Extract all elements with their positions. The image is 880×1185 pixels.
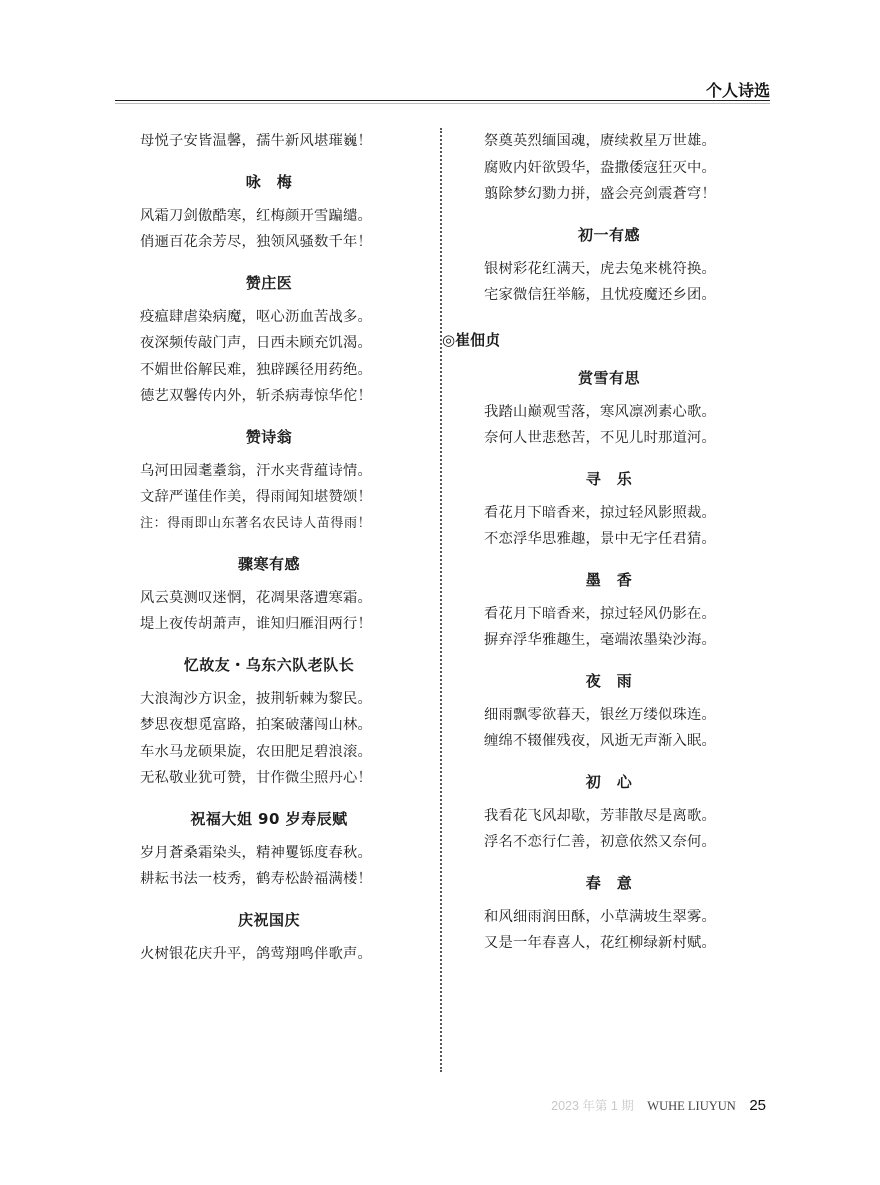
poem-line: 不恋浮华思雅趣，景中无字任君猜。	[484, 531, 716, 547]
poem	[460, 224, 758, 309]
poem	[460, 569, 758, 654]
poem-continuation	[460, 128, 758, 208]
poem-line: 宅家微信狂举觞，且忧疫魔还乡团。	[484, 287, 716, 303]
poem-line: 奈何人世悲愁苦，不见儿时那道河。	[484, 430, 716, 446]
poem-line: 岁月蒼桑霜染头，精神矍铄度春秋。	[140, 844, 372, 861]
poem-line: 德艺双馨传内外，斩杀病毒惊华佗！	[140, 388, 372, 404]
poem-line: 祭奠英烈缅国魂，赓续救星万世雄。	[484, 133, 716, 149]
poem-line: 大浪淘沙方识金，披荆斩棘为黎民。	[140, 690, 372, 707]
page-footer	[551, 1096, 766, 1114]
header-rule-secondary	[115, 103, 770, 104]
poem-line: 腐败内奸欲毁华，盎撒倭寇狂灭中。	[484, 159, 716, 176]
poem-title: 庆祝国庆	[237, 910, 300, 929]
poem-line: 银树彩花红满天，虎去兔来桃符换。	[484, 260, 716, 277]
poem-line: 乌河田园耄耋翁，汗水夹背蕴诗情。	[140, 462, 372, 479]
poem-title: 忆故友・乌东六队老队长	[183, 655, 355, 674]
poem-title: 祝福大姐 90 岁寿辰赋	[190, 809, 348, 828]
poem-line: 风霜刀剑傲酷寒，红梅颜开雪蹁缱。	[140, 207, 372, 224]
poem-continuation	[120, 128, 418, 155]
poem-title: 赏雪有思	[577, 368, 640, 387]
poem	[460, 367, 758, 452]
poem-title: 骤寒有感	[237, 554, 300, 573]
poem-line: 缠绵不辍催残夜，风逝无声渐入眠。	[484, 733, 716, 749]
poem-line: 翦除梦幻勠力拼，盛会亮剑震蒼穹！	[484, 186, 716, 202]
poem	[120, 808, 418, 893]
poem-line: 文辞严谨佳作美，得雨闻知堪赞颂！	[140, 489, 372, 505]
right-column	[442, 128, 758, 957]
poem-line: 风云莫测叹迷惘，花凋果落遭寒霜。	[140, 589, 372, 606]
issue-label: 2023 年第 1 期	[551, 1099, 634, 1113]
column-divider	[440, 128, 442, 1072]
poem-line: 无私敬业犹可赞，甘作微尘照丹心！	[140, 770, 372, 786]
poem	[120, 171, 418, 256]
poem-line: 看花月下暗香来，掠过轻风影照裁。	[484, 504, 716, 521]
poem-line: 我踏山巅观雪落，寒风凛冽素心歌。	[484, 403, 716, 420]
page-number: 25	[749, 1097, 766, 1114]
poem-line: 车水马龙硕果旋，农田肥足碧浪滚。	[140, 743, 372, 760]
poem-title: 赞诗翁	[245, 427, 293, 446]
section-title: 个人诗选	[705, 81, 770, 100]
poem	[120, 272, 418, 410]
poem-line: 和风细雨润田酥，小草满坡生翠雾。	[484, 908, 716, 925]
poem-line: 火树银花庆升平，鸽莺翔鸣伴歌声。	[140, 945, 372, 962]
poem	[460, 670, 758, 755]
poem-line: 看花月下暗香来，掠过轻风仍影在。	[484, 605, 716, 622]
poem-title: 春 意	[585, 873, 633, 892]
poem-title: 咏 梅	[245, 172, 293, 191]
magazine-name: WUHE LIUYUN	[647, 1099, 736, 1113]
poem-title: 夜 雨	[585, 671, 633, 690]
poem	[460, 872, 758, 957]
poem	[460, 468, 758, 553]
poem-line: 夜深频传敲门声，日西未顾充饥渴。	[140, 335, 372, 351]
poem	[120, 426, 418, 537]
poem-line: 俏逦百花余芳尽，独领风骚数千年！	[140, 234, 372, 250]
poem-line: 疫瘟肆虐染病魔，呕心沥血苦战多。	[140, 308, 372, 325]
poem-note: 注：得雨即山东著名农民诗人苗得雨！	[140, 515, 372, 531]
header-rule	[115, 100, 770, 101]
poem-title: 初一有感	[577, 225, 640, 244]
poem-line: 我看花飞风却歇，芳菲散尽是离歌。	[484, 807, 716, 824]
author-name: ◎崔佃贞	[442, 330, 501, 349]
poem	[120, 654, 418, 792]
poem-line: 母悦子安皆温馨，孺牛新风堪璀巍！	[140, 133, 372, 149]
poem-line: 堤上夜传胡萧声，谁知归雁泪两行！	[140, 616, 372, 632]
left-column	[120, 128, 418, 967]
poem-title: 初 心	[585, 772, 633, 791]
poem-line: 不媚世俗解民难，独辟蹊径用药绝。	[140, 361, 372, 378]
poem-line: 耕耘书法一枝秀，鹤寿松龄福满楼！	[140, 871, 372, 887]
poem-line: 浮名不恋行仁善，初意依然又奈何。	[484, 834, 716, 850]
poem-title: 赞庄医	[245, 273, 293, 292]
poem-line: 梦思夜想觅富路，拍案破藩闯山林。	[140, 717, 372, 733]
poem	[120, 553, 418, 638]
poem-title: 寻 乐	[585, 469, 633, 488]
poem-title: 墨 香	[585, 570, 633, 589]
poem	[460, 771, 758, 856]
poem-line: 摒弃浮华雅趣生，毫端浓墨染沙海。	[484, 632, 716, 648]
poem-line: 细雨飘零欲暮天，银丝万缕似珠连。	[484, 706, 716, 723]
poem-line: 又是一年春喜人，花红柳绿新村赋。	[484, 935, 716, 951]
poem	[120, 909, 418, 968]
